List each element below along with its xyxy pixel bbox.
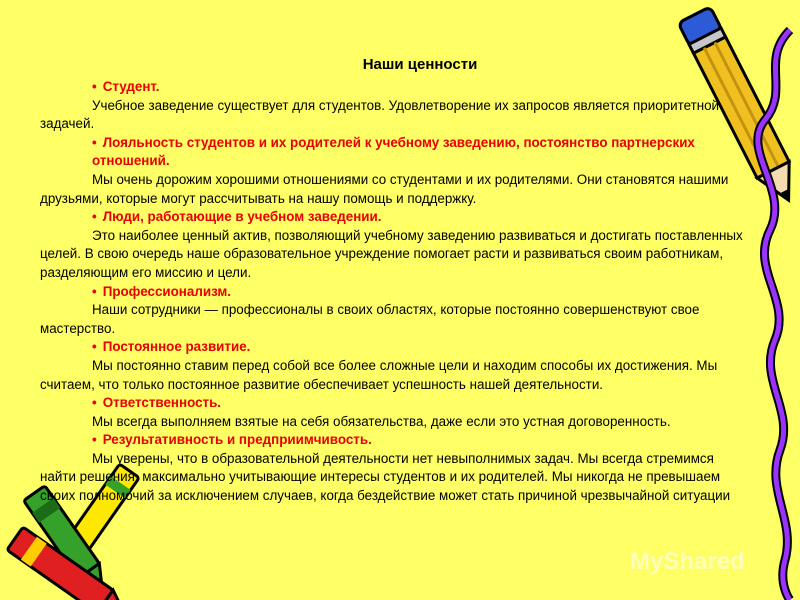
value-heading <box>40 78 752 97</box>
bullet: • <box>92 79 97 94</box>
bullet: • <box>92 395 97 411</box>
value-description: Наши сотрудники — профессионалы в своих областях, которые постоянно совершенствуют свое мастерство. <box>40 302 700 336</box>
bullet: • <box>92 209 97 225</box>
value-description: Это наиболее ценный актив, позволяющий учебному заведению развиваться и достигать поставленных целей. В свою очередь наше образовательное учреждение помогает расти и развиваться своим работникам, разделяющим его миссию и цели. <box>40 227 743 280</box>
value-heading <box>40 338 752 357</box>
bullet: • <box>92 432 97 448</box>
value-heading-text: Люди, работающие в учебном заведении. <box>102 209 382 225</box>
value-heading-text: Результативность и предприимчивость. <box>102 432 372 448</box>
value-description: Мы очень дорожим хорошими отношениями со студентами и их родителями. Они становятся нашими друзьями, которые могут рассчитывать на нашу помощь и поддержку. <box>40 171 729 206</box>
value-heading <box>40 208 752 227</box>
value-description: Учебное заведение существует для студентов. Удовлетворение их запросов является приоритетной задачей. <box>40 97 720 132</box>
value-heading <box>40 283 752 302</box>
bullet: • <box>92 134 97 150</box>
values-list <box>40 78 752 506</box>
value-heading-text: Студент. <box>102 79 160 94</box>
value-description: Мы всегда выполняем взятые на себя обязательства, даже если это устная договоренность. <box>92 413 671 429</box>
value-heading-text: Ответственность. <box>102 395 222 411</box>
value-heading-text: Постоянное развитие. <box>102 339 251 355</box>
value-description: Мы уверены, что в образовательной деятельности нет невыполнимых задач. Мы всегда стремимся найти решения, максимально учитывающие интересы студентов и их родителей. Мы никогда не превышаем своих полномочий за исключением случаев, когда бездействие может стать причиной чрезвычайной ситуации <box>40 450 731 504</box>
watermark: MyShared <box>630 548 745 575</box>
value-heading <box>40 394 752 413</box>
value-heading <box>40 431 752 450</box>
value-heading-text: Профессионализм. <box>102 283 232 299</box>
value-description: Мы постоянно ставим перед собой все более сложные цели и находим способы их достижения. Мы считаем, что только постоянное развитие обеспечивает успешность нашей деятельности. <box>40 357 718 392</box>
slide-title: Наши ценности <box>362 56 478 73</box>
bullet: • <box>92 339 97 355</box>
value-heading <box>40 134 752 171</box>
value-heading-text: Лояльность студентов и их родителей к учебному заведению, постоянство партнерских отношений. <box>92 134 695 169</box>
bullet: • <box>92 283 97 299</box>
